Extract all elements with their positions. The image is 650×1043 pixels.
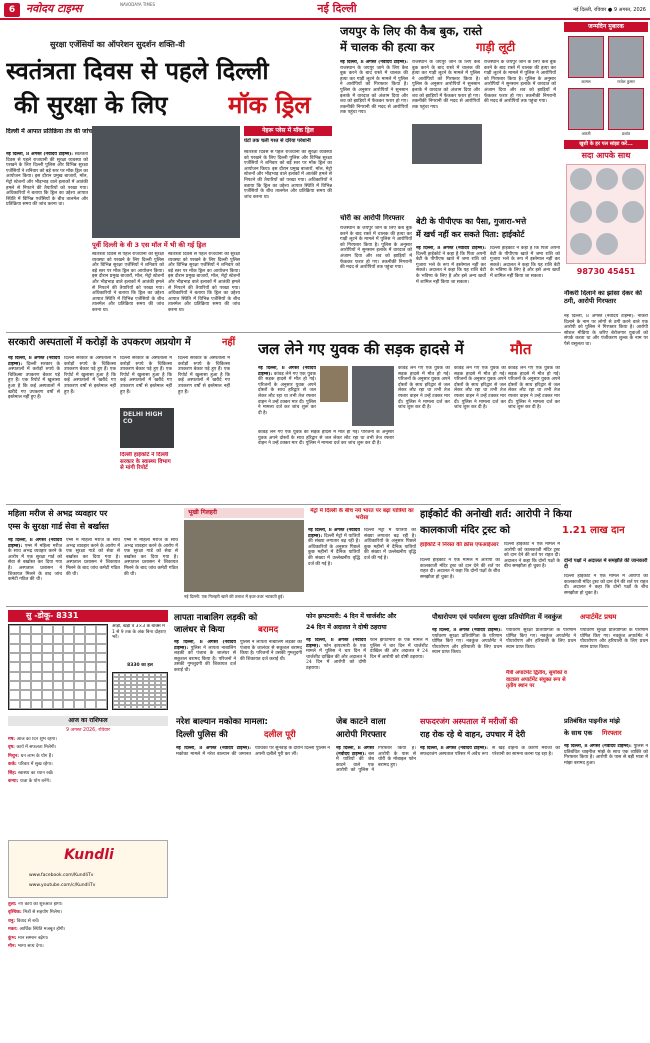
lead-body: स्वतंत्रता दिवस से पहले राजधानी की सुरक्षा व्यवस्था को परखने के लिए दिल्ली पुलिस और विभिन्न सुरक्षा एजेंसियों ने शनिवार को बड़े स्तर पर मॉक ड्रिल का आयोजन किया। इस दौरान प्रमुख बाजारों, मॉल, मेट्रो स्टेशनों और भीड़भाड़ वाले इलाकों में आतंकी हमले से निपटने की तैयारियों को परखा गया। अधिकारियों ने बताया कि ड्रिल का उद्देश्य आपात स्थिति में विभिन्न एजेंसियों के बीच तालमेल और प्रतिक्रिया समय की जांच करना था। xyxy=(6,152,88,208)
sudoku-cell[interactable] xyxy=(42,681,53,690)
kalkaji-sub2: दोनों पक्षों ने अदालत में समझौते की जानकारी दी xyxy=(564,558,648,570)
sudoku-cell[interactable] xyxy=(53,625,64,634)
sudoku-cell[interactable] xyxy=(63,681,74,690)
row-divider-2 xyxy=(6,504,561,505)
jaipur-sub-body: राजस्थान के जयपुर जाने के लिए कैब बुक करने के बाद रास्ते में चालक की हत्या कर गाड़ी लूटने के मामले में पुलिस ने आरोपियों को गिरफ्तार किया है। पुलिस के अनुसार आरोपियों ने सुनसान इलाके में वारदात को अंजाम दिया और शव को झाड़ियों में फेंककर फरार हो गए। तकनीकी निगरानी की मदद से आरोपियों तक पहुंचा गया। xyxy=(340,226,412,271)
kundli-fb: www.facebook.com/KundliTv xyxy=(29,873,94,878)
missing-body-col2: पुलिस ने लापता नाबालिग लड़की को पंजाब के जालंधर से सकुशल बरामद किया है। परिजनों ने उसकी गुमशुदगी की शिकायत दर्ज कराई थी। xyxy=(240,640,302,662)
ad-avatar-1 xyxy=(570,168,592,190)
missing-byline: नई दिल्ली, 8 अगस्त (नवोदय टाइम्स): xyxy=(174,640,236,651)
rashi-text: आज का दिन शुभ रहेगा। xyxy=(16,737,57,742)
ad-avatar-7 xyxy=(570,233,592,255)
kalkaji-body-col3: दिल्ली हाईकोर्ट ने एक मामले में आरोपी को कालकाजी मंदिर ट्रस्ट को दान देने की शर्त पर राहत दी। अदालत ने कहा कि दोनों पक्षों के बीच समझौता हो चुका है। xyxy=(564,574,648,596)
sudoku-cell[interactable] xyxy=(85,653,96,662)
squirrel-title: भूखी गिलहरी xyxy=(184,508,304,518)
hospital-body-col2: दिल्ली सरकार के अस्पतालों में करोड़ों रुपये के चिकित्सा उपकरण बेकार पड़े हुए हैं। एक रिपोर्ट में खुलासा हुआ है कि कई अस्पतालों में खरीदे गए उपकरण वर्षों से इस्तेमाल नहीं हुए हैं। xyxy=(64,356,116,395)
sudoku-cell[interactable] xyxy=(9,700,20,709)
sudoku-cell[interactable] xyxy=(9,644,20,653)
missing-headline-highlight: बरामद xyxy=(258,625,279,635)
kundli-yt: www.youtube.com/c/KundliTv xyxy=(29,883,96,888)
sudoku-cell[interactable] xyxy=(20,653,31,662)
rashi-name: कर्क: xyxy=(8,762,19,768)
rashi-item xyxy=(8,779,168,784)
sudoku-cell[interactable] xyxy=(96,653,107,662)
env-headline: पौधारोपण एवं पर्यावरण सुरक्षा प्रतियोगिता में नवकुंज xyxy=(432,613,562,621)
job-body: नई दिल्ली, 8 अगस्त (नवोदय टाइम्स): नौकरी दिलाने के नाम पर लोगों से ठगी करने वाले एक आरोपी को पुलिस ने गिरफ्तार किया है। आरोपी सोशल मीडिया के जरिए बेरोजगार युवाओं को संपर्क करता था और पंजीकरण शुल्क के नाम पर पैसे वसूलता था। xyxy=(564,314,648,347)
youth-body-col2: कांवड़ लेने गए एक युवक की सड़क हादसे में मौत हो गई। परिजनों के अनुसार युवक अपने दोस्तों के साथ हरिद्वार से जल लेकर लौट रहा था तभी तेज रफ्तार वाहन ने उन्हें टक्कर मार दी। पुलिस ने मामला दर्ज कर जांच शुरू कर दी है। xyxy=(398,366,450,411)
sudoku-cell[interactable] xyxy=(96,644,107,653)
youth-byline: नई दिल्ली, 8 अगस्त (नवोदय टाइम्स): xyxy=(258,366,316,377)
hospital-headline: सरकारी अस्पतालों में करोड़ों के उपकरण अप्रयोग में xyxy=(8,337,191,348)
sudoku-cell[interactable] xyxy=(74,662,85,671)
sudoku-cell[interactable] xyxy=(74,700,85,709)
court-body-col1 xyxy=(416,246,486,328)
youth-body-col4: कांवड़ लेने गए एक युवक की सड़क हादसे में मौत हो गई। परिजनों के अनुसार युवक अपने दोस्तों के साथ हरिद्वार से जल लेकर लौट रहा था तभी तेज रफ्तार वाहन ने उन्हें टक्कर मार दी। पुलिस ने मामला दर्ज कर जांच शुरू कर दी है। xyxy=(508,366,560,411)
rashi-text: कार्य में सफलता मिलेगी। xyxy=(16,745,57,751)
aiims-byline: नई दिल्ली, 8 अगस्त (नवोदय टाइम्स): xyxy=(8,538,62,549)
sudoku-cell[interactable] xyxy=(74,625,85,634)
rashi-name: मिथुन: xyxy=(8,753,21,759)
aiims-headline-2: एम्स के सुरक्षा गार्ड सेवा से बर्खास्त xyxy=(8,522,109,531)
ad-avatar-8 xyxy=(596,233,618,255)
rashi-text: परिवार में सुख रहेगा। xyxy=(18,762,53,768)
env-body: पर्यावरण सुरक्षा प्रतियोगिता के परिणाम घोषित किए गए। नवकुंज अपार्टमेंट ने पौधारोपण और हरियाली के लिए प्रथम स्थान प्राप्त किया। xyxy=(432,633,502,656)
rashi-text: धन लाभ के योग हैं। xyxy=(20,753,53,759)
rashifal-list-2 xyxy=(8,902,168,1036)
lead-headline-1: स्वतंत्रता दिवस से पहले दिल्ली xyxy=(6,57,269,85)
missing-body-col1 xyxy=(174,640,236,710)
sudoku-cell[interactable] xyxy=(85,681,96,690)
rashi-item xyxy=(8,745,168,750)
highcourt-photo: DELHI HIGH CO xyxy=(120,408,174,448)
rashi-item xyxy=(8,737,168,742)
sudoku-cell[interactable] xyxy=(53,700,64,709)
sudoku-cell[interactable] xyxy=(20,625,31,634)
sudoku-cell[interactable] xyxy=(20,690,31,699)
rashi-name: वृष: xyxy=(8,745,17,751)
ad-phone: 98730 45451 xyxy=(576,267,636,276)
sudoku-cell[interactable] xyxy=(31,690,42,699)
sudoku-cell[interactable] xyxy=(9,662,20,671)
sudoku-cell[interactable] xyxy=(96,662,107,671)
youth-photo-2 xyxy=(352,366,394,426)
lead-kicker: सुरक्षा एजेंसियों का ऑपरेशन सुदर्शन शक्ति-वी xyxy=(50,40,185,49)
bday-photo-3 xyxy=(568,88,604,130)
sudoku-cell[interactable] xyxy=(31,672,42,681)
nav-title: खुशी के हर पल सांझा करें... xyxy=(564,140,648,149)
youth-body-col3: कांवड़ लेने गए एक युवक की सड़क हादसे में मौत हो गई। परिजनों के अनुसार युवक अपने दोस्तों के साथ हरिद्वार से जल लेकर लौट रहा था तभी तेज रफ्तार वाहन ने उन्हें टक्कर मार दी। पुलिस ने मामला दर्ज कर जांच शुरू कर दी है। xyxy=(454,366,506,411)
youth-headline: जल लेने गए युवक की सड़क हादसे में xyxy=(258,340,464,358)
sudoku-cell[interactable] xyxy=(74,681,85,690)
sudoku-cell[interactable] xyxy=(53,662,64,671)
jaipur-headline-2: में चालक की हत्या कर xyxy=(340,40,435,54)
rashi-item xyxy=(8,944,168,949)
sudoku-cell[interactable] xyxy=(42,653,53,662)
metro-body: दिल्ली मेट्रो में यात्रियों की संख्या लगातार बढ़ रही है। अधिकारियों के अनुसार पिछले कुछ महीनों में दैनिक यात्रियों की संख्या में उल्लेखनीय वृद्धि दर्ज की गई है। xyxy=(308,533,360,567)
bday-photo-1 xyxy=(568,36,604,78)
court-headline-2: में खर्च नहीं कर सकते पिता: हाईकोर्ट xyxy=(416,230,525,239)
sudoku-cell[interactable] xyxy=(31,625,42,634)
ad-photo-grid xyxy=(566,164,646,264)
pocket-byline: नई दिल्ली, 8 अगस्त (नवोदय टाइम्स): xyxy=(336,746,374,757)
env-body-col1 xyxy=(432,628,502,710)
rashi-text: स्वास्थ्य का ध्यान रखें। xyxy=(17,770,54,776)
highcourt-caption: दिल्ली हाईकोर्ट ने दिल्ली सरकार के स्वास्थ्य विभाग से मांगी रिपोर्ट xyxy=(120,452,171,471)
metro-headline: मेट्रो में दिल्ली के बीच नये भारत पर बढ़ा यात्रियों का भरोसा xyxy=(310,508,414,521)
safdarjung-headline-2: राह रोक रहे थे वाहन, उपचार में देरी xyxy=(420,730,526,739)
sudoku-cell[interactable] xyxy=(42,625,53,634)
env-byline: नई दिल्ली, 8 अगस्त (नवोदय टाइम्स): xyxy=(432,628,502,633)
lead-body-col3: स्वतंत्रता दिवस से पहले राजधानी की सुरक्षा व्यवस्था को परखने के लिए दिल्ली पुलिस और विभिन्न सुरक्षा एजेंसियों ने शनिवार को बड़े स्तर पर मॉक ड्रिल का आयोजन किया। इस दौरान प्रमुख बाजारों, मॉल, मेट्रो स्टेशनों और भीड़भाड़ वाले इलाकों में आतंकी हमले से निपटने की तैयारियों को परखा गया। अधिकारियों ने बताया कि ड्रिल का उद्देश्य आपात स्थिति में विभिन्न एजेंसियों के बीच तालमेल और प्रतिक्रिया समय की जांच करना था। xyxy=(168,252,240,313)
rashifal-list xyxy=(8,737,168,837)
pocket-body-text: बस में यात्रियों की जेब काटने वाले एक आरोपी को पुलिस ने गिरफ्तार किया है। आरोपी के पास से चोरी के मोबाइल फोन बरामद हुए। xyxy=(336,746,416,774)
court-body-col2: दिल्ली हाईकोर्ट ने कहा है कि पिता अपनी बेटी के पीपीएफ खाते में जमा राशि को गुजारा भत्ते के रूप में इस्तेमाल नहीं कर सकते। अदालत ने कहा कि यह राशि बेटी के भविष्य के लिए है और इसे अन्य खर्चों में शामिल नहीं किया जा सकता। xyxy=(490,246,560,279)
kalkaji-headline-1: हाईकोर्ट की अनोखी शर्त: आरोपी ने किया xyxy=(420,509,572,520)
aiims-body-col1 xyxy=(8,538,62,594)
kundli-ad[interactable] xyxy=(8,840,168,898)
sudoku-cell[interactable] xyxy=(85,662,96,671)
kalkaji-sub: हाईकोर्ट ने निरस्त की क्रॉस एफआईआर xyxy=(420,542,499,548)
sudoku-cell[interactable] xyxy=(96,672,107,681)
sudoku-cell[interactable] xyxy=(20,672,31,681)
sudoku-cell[interactable] xyxy=(42,672,53,681)
rashifal-title: आज का राशिफल xyxy=(8,716,168,726)
sudoku-cell[interactable] xyxy=(74,690,85,699)
sudoku-answer-grid xyxy=(112,672,168,710)
missing-headline-2: जालंधर से किया xyxy=(174,625,225,635)
sudoku-cell[interactable] xyxy=(53,681,64,690)
sudoku-cell[interactable] xyxy=(96,634,107,643)
sudoku-cell[interactable] xyxy=(85,644,96,653)
safdarjung-byline: नई दिल्ली, 8 अगस्त (नवोदय टाइम्स): xyxy=(420,746,488,751)
lead-photo xyxy=(92,126,240,238)
metro-byline: नई दिल्ली, 8 अगस्त (नवोदय टाइम्स): xyxy=(308,528,360,539)
sudoku-cell[interactable] xyxy=(74,653,85,662)
sudoku-cell[interactable] xyxy=(85,672,96,681)
naresh-headline-highlight: दलील पूरी xyxy=(264,730,296,740)
sudoku-cell[interactable] xyxy=(42,700,53,709)
hospital-body: दिल्ली सरकार के अस्पतालों में करोड़ों रुपये के चिकित्सा उपकरण बेकार पड़े हुए हैं। एक रिपोर्ट में खुलासा हुआ है कि कई अस्पतालों में खरीदे गए उपकरण वर्षों से इस्तेमाल नहीं हुए हैं। xyxy=(8,361,60,401)
lead-photo-caption: पूर्वी दिल्ली के वी 3 एस मॉल में भी की गई ड्रिल xyxy=(92,241,207,249)
sudoku-cell[interactable] xyxy=(42,634,53,643)
sudoku-cell[interactable] xyxy=(63,653,74,662)
jaipur-body: राजस्थान के जयपुर जाने के लिए कैब बुक करने के बाद रास्ते में चालक की हत्या कर गाड़ी लूटने के मामले में पुलिस ने आरोपियों को गिरफ्तार किया है। पुलिस के अनुसार आरोपियों ने सुनसान इलाके में वारदात को अंजाम दिया और शव को झाड़ियों में फेंककर फरार हो गए। तकनीकी निगरानी की मदद से आरोपियों तक पहुंचा गया। xyxy=(340,65,408,116)
jaipur-body-col2: राजस्थान के जयपुर जाने के लिए कैब बुक करने के बाद रास्ते में चालक की हत्या कर गाड़ी लूटने के मामले में पुलिस ने आरोपियों को गिरफ्तार किया है। पुलिस के अनुसार आरोपियों ने सुनसान इलाके में वारदात को अंजाम दिया और शव को झाड़ियों में फेंककर फरार हो गए। तकनीकी निगरानी की मदद से आरोपियों तक पहुंचा गया। xyxy=(412,60,480,110)
rashi-name: कुंभ: xyxy=(8,935,18,941)
sudoku-cell[interactable] xyxy=(20,681,31,690)
sudoku-cell[interactable] xyxy=(96,690,107,699)
pocket-headline-2: आरोपी गिरफ्तार xyxy=(336,730,386,740)
fraud-body-col2: फोन झपटमारी के एक मामले में पुलिस ने चार दिन में चार्जशीट दाखिल की और अदालत ने 24 दिन में आरोपी को दोषी ठहराया। xyxy=(370,638,428,660)
sudoku-cell[interactable] xyxy=(42,690,53,699)
rashi-name: मेष: xyxy=(8,737,17,742)
ad-avatar-5 xyxy=(596,201,618,223)
bday-name-4: प्रशांत xyxy=(621,131,631,136)
sudoku-cell[interactable] xyxy=(63,700,74,709)
drugs-headline-2: के साथ एक xyxy=(564,729,593,737)
lead-body-col1 xyxy=(6,152,88,328)
rashi-text: मान सम्मान बढ़ेगा। xyxy=(18,935,49,941)
rashi-text: आर्थिक स्थिति मजबूत होगी। xyxy=(19,927,66,933)
lead-body-col2: स्वतंत्रता दिवस से पहले राजधानी की सुरक्षा व्यवस्था को परखने के लिए दिल्ली पुलिस और विभिन्न सुरक्षा एजेंसियों ने शनिवार को बड़े स्तर पर मॉक ड्रिल का आयोजन किया। इस दौरान प्रमुख बाजारों, मॉल, मेट्रो स्टेशनों और भीड़भाड़ वाले इलाकों में आतंकी हमले से निपटने की तैयारियों को परखा गया। अधिकारियों ने बताया कि ड्रिल का उद्देश्य आपात स्थिति में विभिन्न एजेंसियों के बीच तालमेल और प्रतिक्रिया समय की जांच करना था। xyxy=(92,252,164,313)
side-sub: घंटों तक चली गश्त से दरिया परेशानी xyxy=(244,138,311,144)
bday-photo-4 xyxy=(608,88,644,130)
drugs-byline: नई दिल्ली, 8 अगस्त (नवोदय टाइम्स): xyxy=(564,744,632,749)
paper-tagline: NAVODAYA TIMES xyxy=(120,2,156,7)
sudoku-cell[interactable] xyxy=(53,644,64,653)
sudoku-cell[interactable] xyxy=(96,700,107,709)
bday-name-3: आरती xyxy=(581,131,591,136)
hospital-byline: नई दिल्ली, 8 अगस्त (नवोदय टाइम्स): xyxy=(8,356,60,367)
ad-title: सदा आपके साथ xyxy=(581,151,631,160)
ad-avatar-4 xyxy=(570,201,592,223)
hospital-body-col3: दिल्ली सरकार के अस्पतालों में करोड़ों रुपये के चिकित्सा उपकरण बेकार पड़े हुए हैं। एक रिपोर्ट में खुलासा हुआ है कि कई अस्पतालों में खरीदे गए उपकरण वर्षों से इस्तेमाल नहीं हुए हैं। xyxy=(120,356,172,395)
rashi-name: मकर: xyxy=(8,927,20,933)
sudoku-cell[interactable] xyxy=(9,681,20,690)
drugs-headline-highlight: गिरफ्तार xyxy=(602,729,622,737)
metro-body-col1 xyxy=(308,528,360,604)
sudoku-cell[interactable] xyxy=(31,653,42,662)
safdarjung-body-text: सफदरजंग अस्पताल परिसर में अवैध रूप से खड़े वाहनों के कारण मरीजों को परेशानी का सामना करना पड़ रहा है। xyxy=(420,746,560,757)
jaipur-byline: नई दिल्ली, 8 अगस्त (नवोदय टाइम्स): xyxy=(340,60,408,65)
jaipur-headline-highlight: गाड़ी लूटी xyxy=(476,40,516,54)
youth-photo-1 xyxy=(320,366,348,402)
squirrel-caption: नई दिल्ली: एक गिलहरी खाने की तलाश में इधर-उधर भटकती हुई। xyxy=(184,594,284,599)
rashi-item xyxy=(8,902,168,907)
aiims-body: एम्स में महिला मरीज के साथ अभद्र व्यवहार करने के आरोप में एक सुरक्षा गार्ड को सेवा से बर्खास्त कर दिया गया है। अस्पताल प्रशासन ने शिकायत मिलने के बाद जांच कमेटी गठित की थी। xyxy=(8,543,62,583)
aiims-body-col3: एम्स में महिला मरीज के साथ अभद्र व्यवहार करने के आरोप में एक सुरक्षा गार्ड को सेवा से बर्खास्त कर दिया गया है। अस्पताल प्रशासन ने शिकायत मिलने के बाद जांच कमेटी गठित की थी। xyxy=(124,538,178,577)
fraud-byline: नई दिल्ली, 8 अगस्त (नवोदय टाइम्स): xyxy=(306,638,366,649)
sudoku-cell[interactable] xyxy=(9,653,20,662)
side-kicker: नेहरू प्लेस में मॉक ड्रिल xyxy=(244,126,332,136)
date-line: नई दिल्ली, रविवार ● 9 अगस्त, 2026 xyxy=(573,7,646,13)
jaipur-body-col3: राजस्थान के जयपुर जाने के लिए कैब बुक करने के बाद रास्ते में चालक की हत्या कर गाड़ी लूटने के मामले में पुलिस ने आरोपियों को गिरफ्तार किया है। पुलिस के अनुसार आरोपियों ने सुनसान इलाके में वारदात को अंजाम दिया और शव को झाड़ियों में फेंककर फरार हो गए। तकनीकी निगरानी की मदद से आरोपियों तक पहुंचा गया। xyxy=(484,60,556,105)
drugs-headline-1: प्रतिबंधित पाइनीज मांझे xyxy=(564,717,620,725)
ad-avatar-6 xyxy=(622,201,644,223)
sudoku-answer-title: 8330 का हल xyxy=(127,663,153,668)
bday-photo-2 xyxy=(608,36,644,78)
lead-byline: नई दिल्ली, 8 अगस्त (नवोदय टाइम्स): xyxy=(6,152,73,157)
env-body-col3: पर्यावरण सुरक्षा प्रतियोगिता के परिणाम घोषित किए गए। नवकुंज अपार्टमेंट ने पौधारोपण और हरियाली के लिए प्रथम स्थान प्राप्त किया। xyxy=(580,628,648,650)
naresh-headline-2: दिल्ली पुलिस की xyxy=(176,730,228,740)
rashi-name: तुला: xyxy=(8,902,19,907)
env-headline-highlight: अपार्टमेंट प्रथम xyxy=(580,613,617,621)
row-divider-1 xyxy=(6,332,561,333)
sudoku-cell[interactable] xyxy=(85,634,96,643)
sudoku-cell[interactable] xyxy=(74,672,85,681)
sudoku-answer-cell xyxy=(161,705,167,709)
drugs-body-text: पुलिस ने प्रतिबंधित चाइनीज मांझे के साथ एक व्यक्ति को गिरफ्तार किया है। आरोपी के पास से बड़ी मात्रा में मांझा बरामद हुआ। xyxy=(564,744,648,766)
rashi-item xyxy=(8,762,168,767)
pocket-body xyxy=(336,746,416,1036)
naresh-headline-1: नरेश बाल्यान मकोका मामला: xyxy=(176,717,268,727)
fraud-body-col1 xyxy=(306,638,366,710)
lead-headline-highlight: मॉक ड्रिल xyxy=(228,91,311,119)
page-number: 6 xyxy=(4,3,20,17)
rashi-item xyxy=(8,910,168,915)
rashi-name: मीन: xyxy=(8,944,18,950)
youth-body-col5: कांवड़ लेने गए एक युवक की सड़क हादसे में मौत हो गई। परिजनों के अनुसार युवक अपने दोस्तों के साथ हरिद्वार से जल लेकर लौट रहा था तभी तेज रफ्तार वाहन ने उन्हें टक्कर मार दी। पुलिस ने मामला दर्ज कर जांच शुरू कर दी है। xyxy=(258,430,394,447)
kalkaji-headline-2: कालकाजी मंदिर ट्रस्ट को xyxy=(420,525,510,536)
sudoku-cell[interactable] xyxy=(85,700,96,709)
sudoku-grid[interactable] xyxy=(8,624,108,710)
sudoku-cell[interactable] xyxy=(63,672,74,681)
sudoku-cell[interactable] xyxy=(42,662,53,671)
sudoku-cell[interactable] xyxy=(85,690,96,699)
rashi-name: वृश्चिक: xyxy=(8,910,24,916)
sudoku-cell[interactable] xyxy=(20,634,31,643)
rashi-item xyxy=(8,754,168,759)
rashi-text: नए कार्य की शुरुआत होगी। xyxy=(18,902,63,907)
job-headline: नौकरी दिलाने का झांसा देकर की ठगी, आरोपी गिरफ्तार xyxy=(564,290,642,305)
sudoku-cell[interactable] xyxy=(31,634,42,643)
sudoku-cell[interactable] xyxy=(53,634,64,643)
jaipur-photo xyxy=(412,124,482,164)
row-divider-3 xyxy=(6,606,648,607)
bday-name-1: कामल xyxy=(581,79,591,84)
aiims-headline-1: महिला मरीज से अभद्र व्यवहार पर xyxy=(8,509,108,518)
naresh-byline: नई दिल्ली, 8 अगस्त (नवोदय टाइम्स): xyxy=(176,746,251,751)
ad-avatar-2 xyxy=(596,168,618,190)
missing-headline-1: लापता नाबालिग लड़की को xyxy=(174,613,258,623)
youth-body: कांवड़ लेने गए एक युवक की सड़क हादसे में मौत हो गई। परिजनों के अनुसार युवक अपने दोस्तों के साथ हरिद्वार से जल लेकर लौट रहा था तभी तेज रफ्तार वाहन ने उन्हें टक्कर मार दी। पुलिस ने मामला दर्ज कर जांच शुरू कर दी है। xyxy=(258,371,316,416)
fraud-headline-1: फोन झपटमारी: 4 दिन में चार्जशीट और xyxy=(306,613,397,620)
naresh-body-text: मकोका मामले में नरेश बाल्यान की जमानत याचिका पर सुनवाई के दौरान दिल्ली पुलिस ने अपनी दलीलें पूरी कर लीं। xyxy=(176,746,330,757)
missing-body: पुलिस ने लापता नाबालिग लड़की को पंजाब के जालंधर से सकुशल बरामद किया है। परिजनों ने उसकी गुमशुदगी की शिकायत दर्ज कराई थी। xyxy=(174,645,236,673)
sudoku-cell[interactable] xyxy=(42,644,53,653)
env-body-col2: पर्यावरण सुरक्षा प्रतियोगिता के परिणाम घोषित किए गए। नवकुंज अपार्टमेंट ने पौधारोपण और हरियाली के लिए प्रथम स्थान प्राप्त किया। xyxy=(506,628,576,650)
lead-sub-kicker: दिल्ली में आपात प्रतिक्रिया तंत्र की जांच xyxy=(6,128,92,135)
jaipur-headline-1: जयपुर के लिए की कैब बुक, रास्ते xyxy=(340,24,483,38)
fraud-headline-2: 24 दिन में अदालत ने दोषी ठहराया xyxy=(306,624,387,631)
sudoku-cell[interactable] xyxy=(20,662,31,671)
sudoku-cell[interactable] xyxy=(9,690,20,699)
court-headline-1: बेटी के पीपीएफ का पैसा, गुजारा-भत्ते xyxy=(416,217,527,226)
aiims-body-col2: एम्स में महिला मरीज के साथ अभद्र व्यवहार करने के आरोप में एक सुरक्षा गार्ड को सेवा से बर्खास्त कर दिया गया है। अस्पताल प्रशासन ने शिकायत मिलने के बाद जांच कमेटी गठित की थी। xyxy=(66,538,120,577)
kalkaji-body-col1: दिल्ली हाईकोर्ट ने एक मामले में आरोपी को कालकाजी मंदिर ट्रस्ट को दान देने की शर्त पर राहत दी। अदालत ने कहा कि दोनों पक्षों के बीच समझौता हो चुका है। xyxy=(420,558,500,580)
sudoku-cell[interactable] xyxy=(53,672,64,681)
court-body: दिल्ली हाईकोर्ट ने कहा है कि पिता अपनी बेटी के पीपीएफ खाते में जमा राशि को गुजारा भत्ते के रूप में इस्तेमाल नहीं कर सकते। अदालत ने कहा कि यह राशि बेटी के भविष्य के लिए है और इसे अन्य खर्चों में शामिल नहीं किया जा सकता। xyxy=(416,251,486,285)
sudoku-cell[interactable] xyxy=(96,681,107,690)
rashifal-date: 9 अगस्त 2026, रविवार xyxy=(65,728,111,733)
rashi-item xyxy=(8,919,168,924)
hospital-body-col1 xyxy=(8,356,60,500)
sudoku-cell[interactable] xyxy=(85,625,96,634)
sudoku-cell[interactable] xyxy=(63,625,74,634)
rashi-name: धनु: xyxy=(8,918,17,924)
safdarjung-body xyxy=(420,746,560,1036)
birthday-title: जन्मदिन मुबारक xyxy=(564,22,648,32)
safdarjung-headline-1: सफदरजंग अस्पताल में मरीजों की xyxy=(420,717,518,726)
rashi-item xyxy=(8,936,168,941)
sudoku-cell[interactable] xyxy=(9,672,20,681)
fraud-body: फोन झपटमारी के एक मामले में पुलिस ने चार दिन में चार्जशीट दाखिल की और अदालत ने 24 दिन में आरोपी को दोषी ठहराया। xyxy=(306,643,366,671)
city-banner: नई दिल्ली xyxy=(317,2,357,15)
sudoku-cell[interactable] xyxy=(20,644,31,653)
rashi-text: मित्रों से सहयोग मिलेगा। xyxy=(23,910,63,916)
paper-logo: नवोदय टाइम्स xyxy=(26,2,82,15)
sudoku-cell[interactable] xyxy=(53,653,64,662)
env-sub: मैत्री अपार्टमेंट द्वितीय, सुमोको व वाटाला अपार्टमेंट संयुक्त रूप से तृतीय स्थान पर xyxy=(506,670,567,689)
youth-headline-highlight: मौत xyxy=(510,340,532,358)
ad-avatar-3 xyxy=(622,168,644,190)
sudoku-cell[interactable] xyxy=(31,681,42,690)
sudoku-cell[interactable] xyxy=(63,644,74,653)
sudoku-cell[interactable] xyxy=(74,634,85,643)
jaipur-sub-head: चोरी का आरोपी गिरफ्तार xyxy=(340,214,405,222)
sudoku-cell[interactable] xyxy=(31,662,42,671)
metro-body-col2: दिल्ली मेट्रो में यात्रियों की संख्या लगातार बढ़ रही है। अधिकारियों के अनुसार पिछले कुछ महीनों में दैनिक यात्रियों की संख्या में उल्लेखनीय वृद्धि दर्ज की गई है। xyxy=(364,528,416,561)
naresh-body xyxy=(176,746,330,1036)
bday-name-2: राजेश कुमार xyxy=(617,79,635,84)
squirrel-photo xyxy=(184,520,304,592)
sudoku-cell[interactable] xyxy=(20,700,31,709)
sudoku-cell[interactable] xyxy=(74,644,85,653)
rashi-item xyxy=(8,927,168,932)
rashi-name: सिंह: xyxy=(8,770,18,776)
side-body: स्वतंत्रता दिवस से पहले राजधानी की सुरक्षा व्यवस्था को परखने के लिए दिल्ली पुलिस और विभिन्न सुरक्षा एजेंसियों ने शनिवार को बड़े स्तर पर मॉक ड्रिल का आयोजन किया। इस दौरान प्रमुख बाजारों, मॉल, मेट्रो स्टेशनों और भीड़भाड़ वाले इलाकों में आतंकी हमले से निपटने की तैयारियों को परखा गया। अधिकारियों ने बताया कि ड्रिल का उद्देश्य आपात स्थिति में विभिन्न एजेंसियों के बीच तालमेल और प्रतिक्रिया समय की जांच करना था। xyxy=(244,150,332,200)
lead-headline-2: की सुरक्षा के लिए xyxy=(14,91,168,119)
sudoku-cell[interactable] xyxy=(31,700,42,709)
hospital-body-col4: दिल्ली सरकार के अस्पतालों में करोड़ों रुपये के चिकित्सा उपकरण बेकार पड़े हुए हैं। एक रिपोर्ट में खुलासा हुआ है कि कई अस्पतालों में खरीदे गए उपकरण वर्षों से इस्तेमाल नहीं हुए हैं। xyxy=(178,356,230,395)
rashi-text: यात्रा के योग बनेंगे। xyxy=(19,779,51,785)
hospital-headline-highlight: नहीं xyxy=(222,337,236,348)
sudoku-cell[interactable] xyxy=(9,634,20,643)
sudoku-cell[interactable] xyxy=(31,644,42,653)
kundli-brand: Kundli xyxy=(64,847,114,863)
sudoku-cell[interactable] xyxy=(53,690,64,699)
sudoku-cell[interactable] xyxy=(63,662,74,671)
pocket-headline-1: जेब काटने वाला xyxy=(336,717,386,727)
rashi-name: कन्या: xyxy=(8,779,20,785)
kalkaji-body-col2: दिल्ली हाईकोर्ट ने एक मामले में आरोपी को कालकाजी मंदिर ट्रस्ट को दान देने की शर्त पर राहत दी। अदालत ने कहा कि दोनों पक्षों के बीच समझौता हो चुका है। xyxy=(504,542,560,570)
jaipur-body-col1 xyxy=(340,60,408,210)
rashi-item xyxy=(8,771,168,776)
sudoku-instructions: आड़ी, खड़ी व 3×3 के बॉक्स में 1 से 9 तक के अंक बिना दोहराए भरें। xyxy=(112,624,166,640)
sudoku-cell[interactable] xyxy=(63,634,74,643)
sudoku-cell[interactable] xyxy=(63,690,74,699)
sudoku-cell[interactable] xyxy=(96,625,107,634)
court-byline: नई दिल्ली, 8 अगस्त (नवोदय टाइम्स): xyxy=(416,246,486,251)
sudoku-cell[interactable] xyxy=(9,625,20,634)
sudoku-title: सु -डोकू- 8331 xyxy=(8,610,168,622)
drugs-body xyxy=(564,744,648,1036)
kalkaji-headline-highlight: 1.21 लाख दान xyxy=(562,525,625,536)
rashi-text: विवाद से बचें। xyxy=(16,918,40,924)
rashi-text: भाग्य साथ देगा। xyxy=(17,944,44,950)
